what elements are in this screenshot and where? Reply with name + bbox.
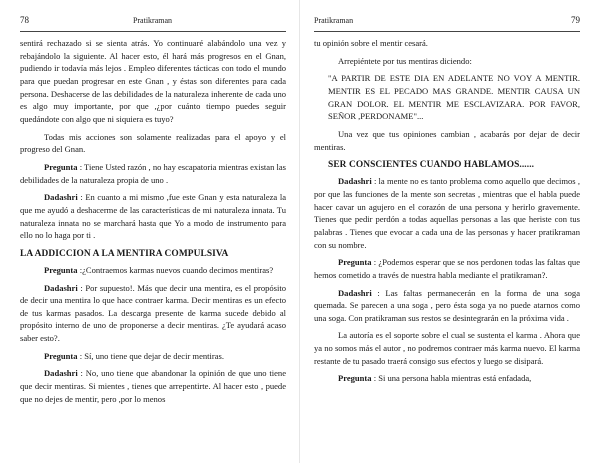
answer-paragraph [20, 191, 286, 242]
section-heading: LA ADDICCION A LA MENTIRA COMPULSIVA [20, 248, 229, 259]
question-paragraph [314, 372, 580, 385]
speaker-label: Pregunta [44, 161, 78, 172]
right-page [300, 0, 600, 463]
question-text: : ¿Podemos esperar que se nos perdonen todas las faltas que hemos cometido a través de nuestra habla mediante el pratikraman?. [314, 257, 580, 280]
speaker-label: Pregunta [44, 264, 78, 275]
question-paragraph [314, 256, 580, 281]
section-heading: SER CONSCIENTES CUANDO HABLAMOS...... [328, 160, 535, 171]
answer-paragraph [314, 287, 580, 325]
right-page-header [314, 0, 580, 32]
running-head: Pratikraman [132, 16, 173, 25]
speaker-label: Pregunta [338, 257, 372, 268]
page-number: 78 [20, 15, 29, 25]
speaker-label: Pregunta [44, 350, 78, 361]
answer-text: : No, uno tiene que abandonar la opinión de que uno tiene que decir mentiras. Si mientes , tienes que arrepentirte. Al hacer esto , puede que no dejes de mentir, pero ,por lo menos [20, 368, 286, 404]
answer-text: : Las faltas permanecerán en la forma de una soga quemada. Se parecen a una soga , pero ésta soga ya no puede atarnos como una soga. Con pratikraman sus restos se desintegrarán en la próxima vida . [314, 287, 580, 323]
answer-paragraph [20, 282, 286, 345]
paragraph-intro: sentirá rechazado si se sienta atrás. Yo continuaré alabándolo una vez y rebajándolo la siguiente. Al hacer esto, él hará más progresos en el Gnan, pudiendo ir todavía más lejos . Empleo diferentes tácticas con todo el mundo para que puedan progresar en este Gnan , y éstas son diferentes para cada persona. Deshacerse de las debilidades de la naturaleza inherente de cada uno es algo muy importante, por que ,¿por cuánto tiempo puedes seguir quedándote con algo que ni siquiera es tuyo? [20, 38, 286, 124]
answer-text: : En cuanto a mi mismo ,fue este Gnan y esta naturaleza la que me ayudó a deshacerme de las características de mi naturaleza innata. Tu naturaleza innata no se marchará hasta que Yo a modo de instrumento para ello no lo haga por ti . [20, 192, 286, 241]
paragraph-autoria: La autoría es el soporte sobre el cual se sustenta el karma . Ahora que ya no somos más el autor , no podremos contraer más karma nuevo. El karma restante de tu pasado traerá consigo sus efectos y luego se disipará. [314, 330, 580, 366]
answer-paragraph [314, 175, 580, 251]
question-paragraph [20, 350, 286, 363]
left-page-header [20, 0, 286, 32]
speaker-label: Dadashri [44, 282, 78, 293]
question-paragraph [20, 161, 286, 186]
question-text: : Si una persona habla mientras está enfadada, [371, 373, 532, 384]
page-number: 79 [571, 15, 580, 25]
speaker-label: Dadashri [44, 192, 78, 203]
question-text: :¿Contraemos karmas nuevos cuando decimos mentiras? [77, 264, 274, 275]
paragraph-una-vez: Una vez que tus opiniones cambian , acabarás por dejar de decir mentiras. [314, 128, 580, 152]
answer-text: : la mente no es tanto problema como aquello que decimos , por que las funciones de la mente son secretas , mientras que el habla puede hacer cavar un agujero en el corazón de una persona y herirlo gravemente. Tienes que pedir perdón a todas aquellas personas a las que heriste con tus palabras . Tienes que evocar a cada una de las personas y hacer pratikraman con su nombre. [314, 176, 580, 250]
paragraph-todas: Todas mis acciones son solamente realizadas para el apoyo y el progreso del Gnan. [20, 131, 286, 155]
question-paragraph [20, 264, 286, 277]
answer-paragraph [20, 367, 286, 405]
question-text: : Sí, uno tiene que dejar de decir mentiras. [77, 350, 224, 361]
answer-text: : Por supuesto!. Más que decir una mentira, es el propósito de decir una mentira lo que hace contraer karma. Decir mentiras es un efecto de tus karmas pasados. La descarga presente de karma sucede debido al propósito interno de uno de proponerse a decir mentiras. ¿Te ayudará acaso saber esto?. [20, 282, 286, 344]
speaker-label: Pregunta [338, 373, 372, 384]
left-page-body [20, 37, 286, 405]
right-page-body [314, 37, 580, 385]
paragraph-arrepientete: Arrepiéntete por tus mentiras diciendo: [338, 55, 472, 66]
block-quote: "A PARTIR DE ESTE DIA EN ADELANTE NO VOY A MENTIR. MENTIR ES EL PECADO MAS GRANDE. MENTIR CAUSA UN GRAN DOLOR. EL MENTIR ME ESCLAVIZARA. POR FAVOR, SEÑOR ,PERDONAME"... [328, 73, 580, 122]
speaker-label: Dadashri [338, 176, 372, 187]
paragraph-continuation: tu opinión sobre el mentir cesará. [314, 38, 428, 48]
speaker-label: Dadashri [44, 368, 78, 379]
running-head: Pratikraman [314, 16, 354, 25]
question-text: : Tiene Usted razón , no hay escapatoria mientras existan las debilidades de la naturaleza propia de uno . [20, 161, 286, 185]
speaker-label: Dadashri [338, 287, 372, 298]
